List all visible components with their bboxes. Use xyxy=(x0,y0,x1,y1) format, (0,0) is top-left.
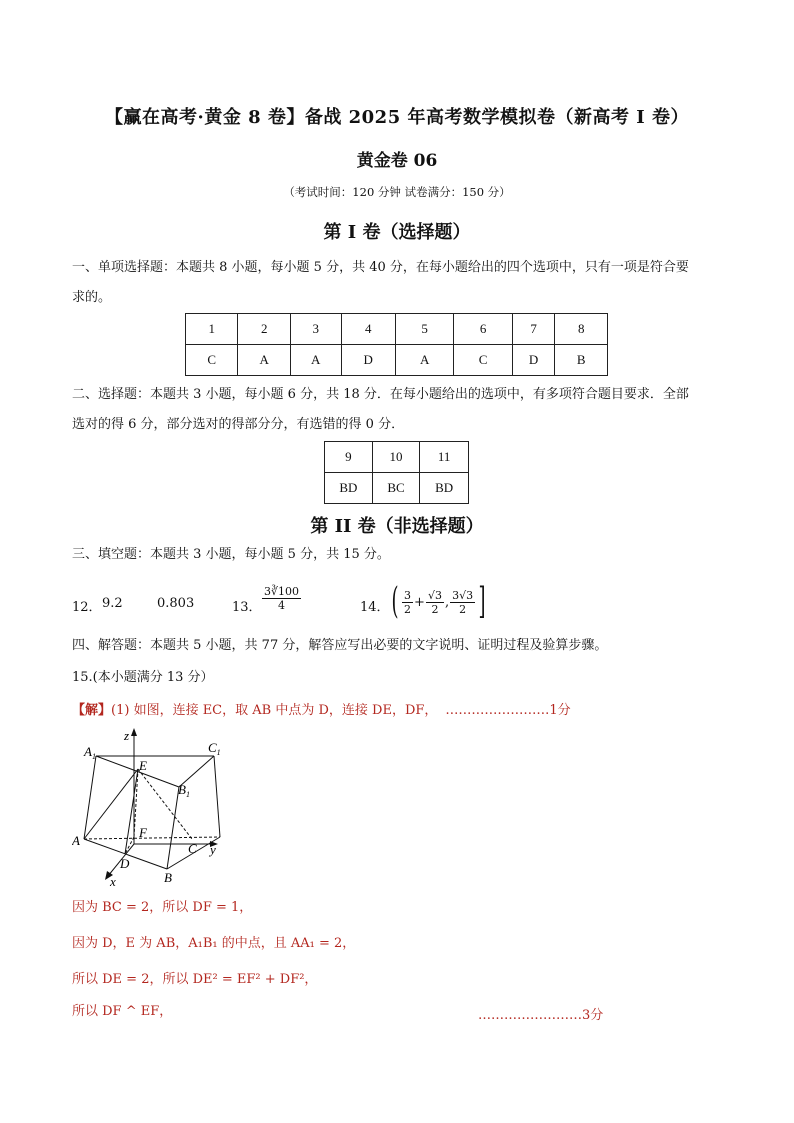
edge-B1B xyxy=(167,787,179,869)
label-A1-letter: A xyxy=(84,744,92,759)
q14-comma-icon: , xyxy=(444,594,450,610)
line-ED xyxy=(125,769,138,854)
q13-label: 13． xyxy=(232,600,262,615)
exam-info: （考试时间：120 分钟 试卷满分：150 分） xyxy=(283,185,511,199)
q14-c-numerator: 3√3 xyxy=(452,588,474,602)
part1-title: 第 I 卷（选择题） xyxy=(323,222,471,243)
q14-a-denominator: 2 xyxy=(404,602,412,616)
table1-answer-cell: D xyxy=(341,345,395,376)
table1-header-cell: 5 xyxy=(395,314,453,345)
label-B1 xyxy=(178,782,190,799)
table1-answer-cell: B xyxy=(555,345,608,376)
label-C1-sub: 1 xyxy=(216,748,221,757)
label-B1-letter: B xyxy=(178,782,186,797)
table2-answer-cell: BD xyxy=(420,473,469,504)
q12-value2: 0.803 xyxy=(157,596,195,611)
part2-title: 第 II 卷（非选择题） xyxy=(310,516,484,537)
answer-table-1 xyxy=(185,313,608,376)
table1-answer-cell: A xyxy=(395,345,453,376)
solution-tag: 【解】 xyxy=(72,703,112,718)
q14-c-denominator: 2 xyxy=(459,602,467,616)
q14-b-numerator: √3 xyxy=(427,588,442,602)
table1-header-cell: 8 xyxy=(555,314,608,345)
table1-header-cell: 1 xyxy=(186,314,238,345)
q13-numerator: 3∛100 xyxy=(264,585,300,598)
answer-table-2-header-row xyxy=(325,442,469,473)
edge-AC-hidden xyxy=(84,837,220,839)
section1-text-line2: 求的。 xyxy=(72,290,112,305)
table1-header-cell: 7 xyxy=(512,314,555,345)
q13-denominator: 4 xyxy=(278,599,285,612)
label-F: F xyxy=(139,825,147,840)
q14-right-bracket-icon: ] xyxy=(478,581,486,622)
solution-line2: 因为 BC = 2，所以 DF = 1， xyxy=(72,900,253,915)
answer-table-2-answer-row xyxy=(325,473,469,504)
solution-line3: 因为 D，E 为 AB，A₁B₁ 的中点，且 AA₁ = 2， xyxy=(72,936,356,951)
table2-header-cell: 11 xyxy=(420,442,469,473)
answer-table-1-header-row xyxy=(186,314,608,345)
q14-interval xyxy=(388,581,489,623)
answer-table-2 xyxy=(324,441,469,504)
solution-line5 xyxy=(72,997,732,1027)
table2-answer-cell: BC xyxy=(372,473,420,504)
q14-plus-icon: + xyxy=(414,594,425,610)
label-D: D xyxy=(120,856,130,871)
label-C1-letter: C xyxy=(208,740,217,755)
label-z: z xyxy=(124,728,130,743)
prism-figure xyxy=(72,722,242,892)
table1-answer-cell: C xyxy=(186,345,238,376)
label-C1 xyxy=(208,740,221,757)
table1-header-cell: 2 xyxy=(238,314,291,345)
q12-value1: 9.2 xyxy=(102,596,123,611)
table2-header-cell: 9 xyxy=(325,442,373,473)
paper-title: 【赢在高考·黄金 8 卷】备战 2025 年高考数学模拟卷（新高考 I 卷） xyxy=(105,107,689,128)
section4-text: 四、解答题：本题共 5 小题，共 77 分，解答应写出必要的文字说明、证明过程及验算步骤。 xyxy=(72,638,608,653)
label-A1 xyxy=(83,744,96,761)
q14-left-paren-icon: ( xyxy=(391,581,399,622)
section3-text: 三、填空题：本题共 3 小题，每小题 5 分，共 15 分。 xyxy=(72,547,390,562)
table1-header-cell: 4 xyxy=(341,314,395,345)
q12-label: 12． xyxy=(72,600,102,615)
q15-header: 15.(本小题满分 13 分） xyxy=(72,670,214,685)
section1-text-line1: 一、单项选择题：本题共 8 小题，每小题 5 分，共 40 分，在每小题给出的四个选项中，只有一项是符合要 xyxy=(72,260,689,275)
edge-C1C xyxy=(214,756,220,837)
table1-answer-cell: A xyxy=(290,345,341,376)
label-B: B xyxy=(164,870,172,885)
label-x: x xyxy=(110,874,116,889)
table1-answer-cell: D xyxy=(512,345,555,376)
z-axis-arrow-icon xyxy=(131,728,137,736)
solution-line1-score: ……………………1分 xyxy=(445,703,571,718)
q14-b-denominator: 2 xyxy=(431,602,439,616)
solution-line5-score: ……………………3分 xyxy=(478,1008,604,1023)
label-C: C xyxy=(188,841,197,856)
table1-header-cell: 6 xyxy=(454,314,512,345)
label-y: y xyxy=(210,842,216,857)
solution-line4: 所以 DE = 2，所以 DE² = EF² + DF²， xyxy=(72,972,318,987)
table1-answer-cell: A xyxy=(238,345,291,376)
table2-header-cell: 10 xyxy=(372,442,420,473)
section2-text-line1: 二、选择题：本题共 3 小题，每小题 6 分，共 18 分．在每小题给出的选项中，有多项符合题目要求．全部 xyxy=(72,387,689,402)
answer-table-1-answer-row xyxy=(186,345,608,376)
q13-fraction xyxy=(262,585,301,612)
label-E: E xyxy=(139,758,147,773)
q14-a-numerator: 3 xyxy=(404,588,412,602)
section2-text-line2: 选对的得 6 分，部分选对的得部分分，有选错的得 0 分． xyxy=(72,417,405,432)
table2-answer-cell: BD xyxy=(325,473,373,504)
label-A: A xyxy=(72,833,80,848)
table1-answer-cell: C xyxy=(454,345,512,376)
label-B1-sub: 1 xyxy=(185,790,190,799)
table1-header-cell: 3 xyxy=(290,314,341,345)
paper-subtitle: 黄金卷 06 xyxy=(356,151,438,171)
solution-line5-text: 所以 DF ^ EF， xyxy=(72,1004,173,1019)
label-A1-sub: 1 xyxy=(91,752,96,761)
q14-label: 14． xyxy=(360,600,390,615)
solution-line1-text: (1) 如图，连接 EC，取 AB 中点为 D，连接 DE，DF， xyxy=(111,703,438,718)
